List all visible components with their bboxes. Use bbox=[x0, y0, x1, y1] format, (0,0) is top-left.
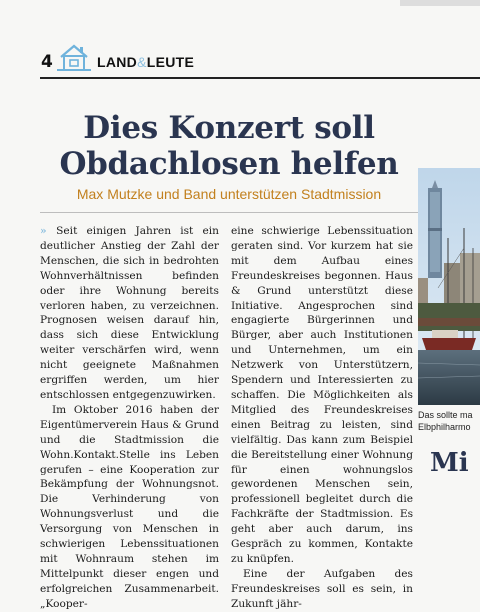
house-icon bbox=[57, 43, 91, 73]
headline-line-2: Obdachlosen helfen bbox=[59, 146, 399, 182]
col1-paragraph-2: Im Oktober 2016 haben der Eigentümerverein Haus & Grund und die Stadtmission die Wohn.Kontakt.Stelle ins Leben gerufen – eine Kooperation zur Bekämpfung der Wohnungsnot. Die Verhinderung von Wohnungsverlust und die Versorgung von Menschen in schwierigen Lebenssituationen mit Wohnraum stehen im Mittelpunkt dieser engen und erfolgreichen Zusammenarbeit. „Kooper- bbox=[40, 403, 219, 610]
article-column-2 bbox=[231, 224, 413, 612]
article-headline bbox=[40, 110, 418, 182]
page-number: 4 bbox=[41, 52, 53, 72]
headline-line-1: Dies Konzert soll bbox=[83, 110, 375, 146]
header-rule bbox=[40, 77, 480, 79]
quote-marker-icon: » bbox=[40, 225, 57, 237]
section-title bbox=[97, 54, 194, 70]
article-column-1 bbox=[40, 224, 219, 612]
caption-line-2: Elbphilharmo bbox=[418, 422, 471, 432]
next-article-headline-fragment: Mi bbox=[430, 448, 469, 478]
article-subhead: Max Mutzke und Band unterstützen Stadtmission bbox=[76, 186, 382, 202]
section-title-left: LAND bbox=[97, 54, 138, 70]
photo-caption bbox=[418, 409, 480, 433]
harbour-photo bbox=[418, 168, 480, 405]
caption-line-1: Das sollte ma bbox=[418, 410, 473, 420]
top-edge-strip bbox=[400, 0, 480, 6]
section-title-right: LEUTE bbox=[146, 54, 195, 70]
col2-paragraph-2: Eine der Aufgaben des Freundeskreises soll es sein, in Zukunft jähr- bbox=[231, 567, 413, 610]
col1-paragraph-1: Seit einigen Jahren ist ein deutlicher Anstieg der Zahl der Menschen, die sich in bedrohten Wohnverhältnissen befinden oder ihre Wohnung bereits verloren haben, zu verzeichnen. Prognosen weisen darauf hin, dass sich diese Entwicklung weiter verschärfen wird, wenn nicht geeignete Maßnahmen ergriffen werden, um hier entschlossen entgegenzuwirken. bbox=[40, 225, 219, 401]
col2-paragraph-1: eine schwierige Lebenssituation geraten sind. Vor kurzem hat sie mit dem Aufbau eines Freundeskreises begonnen. Haus & Grund unterstützt diese Initiative. Angesprochen sind engagierte Bürgerinnen und Bürger, aber auch Institutionen und Unternehmen, um ein Netzwerk von Unterstützern, Spendern und Interessierten zu schaffen. Die Möglichkeiten als Mitglied des Freundeskreises einen Beitrag zu leisten, sind vielfältig. Das kann zum Beispiel die Bereitstellung einer Wohnung für einen wohnungslos gewordenen Menschen sein, professionell begleitet durch die Fachkräfte der Stadtmission. Es geht aber auch darum, ins Gespräch zu kommen, Kontakte zu knüpfen. bbox=[231, 225, 413, 565]
headline-rule bbox=[40, 212, 418, 213]
section-title-ampersand: & bbox=[137, 54, 147, 70]
